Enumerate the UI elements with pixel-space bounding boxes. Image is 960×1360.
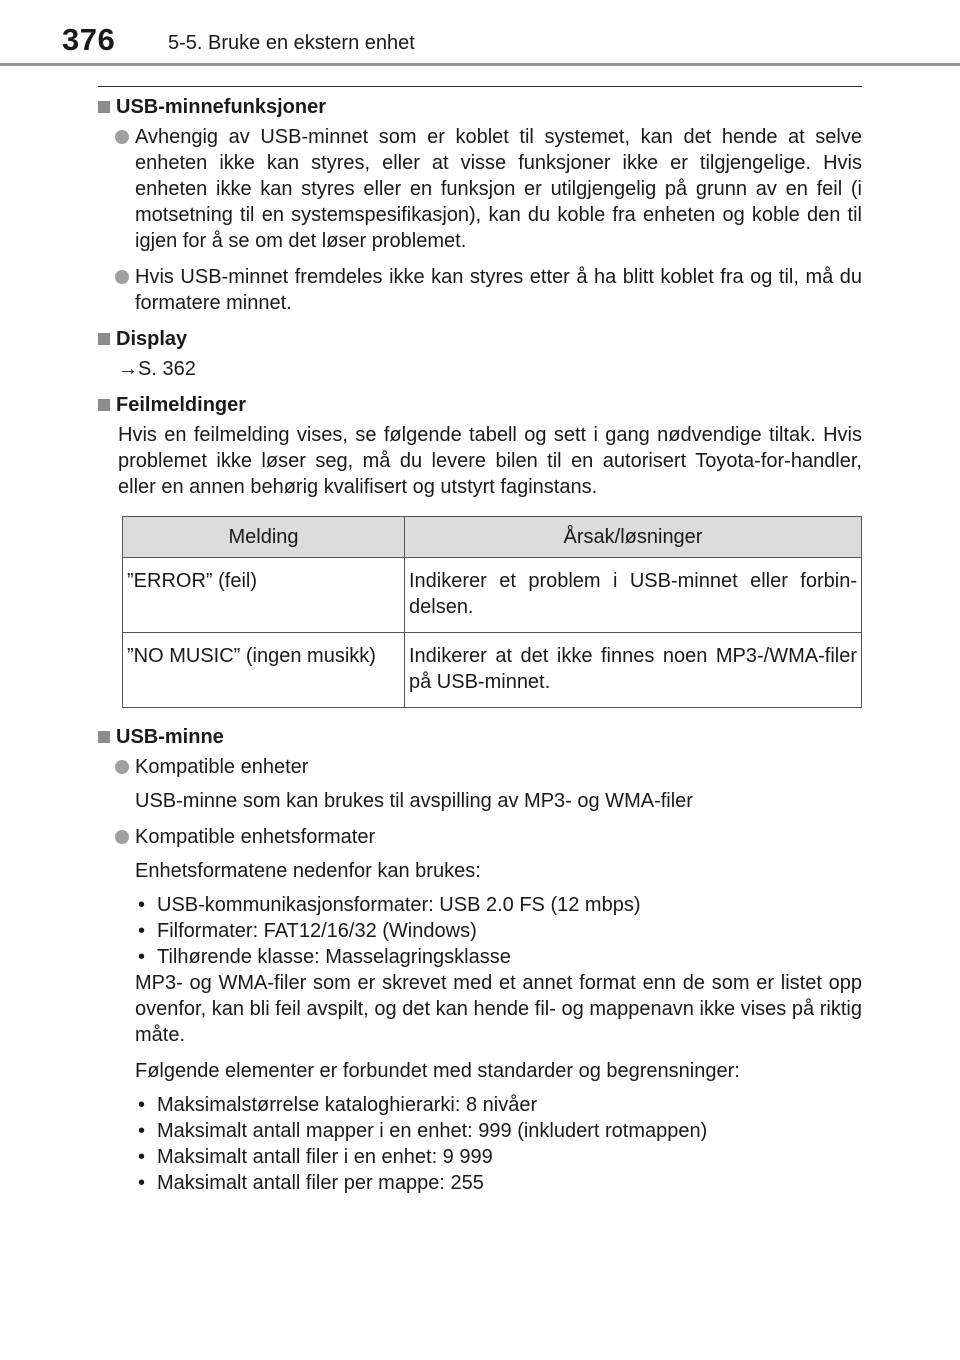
page-number: 376 [62, 22, 116, 57]
heading-usb-functions: USB-minnefunksjoner [98, 94, 862, 120]
heading-display: Display [98, 326, 862, 352]
compatible-devices-text: USB-minne som kan brukes til avspilling av MP3- og WMA-filer [135, 790, 693, 812]
table-cell: Indikerer at det ikke finnes noen MP3-/WMA-filer på USB-minnet. [405, 633, 862, 708]
bullet-paragraph: Hvis USB-minnet fremdeles ikke kan styres etter å ha blitt koblet fra og til, må du formatere minnet. [98, 264, 862, 316]
table-cell: ”ERROR” (feil) [123, 558, 405, 633]
heading-usb-memory: USB-minne [98, 724, 862, 750]
table-cell: Indikerer et problem i USB-minnet eller forbin-delsen. [405, 558, 862, 633]
table-cell: ”NO MUSIC” (ingen musikk) [123, 633, 405, 708]
limits-intro-text: Følgende elementer er forbundet med standarder og begrensninger: [135, 1060, 740, 1082]
list-item: • Maksimalt antall mapper i en enhet: 999 (inkludert rotmappen) [135, 1118, 862, 1144]
list-item: • Maksimalstørrelse kataloghierarki: 8 nivåer [135, 1092, 862, 1118]
circle-bullet-icon [115, 830, 129, 844]
content-top-rule [98, 86, 862, 87]
page-content [98, 94, 862, 1196]
table-header-cell: Årsak/løsninger [405, 517, 862, 558]
square-bullet-icon [98, 333, 110, 345]
list-item: • Maksimalt antall filer per mappe: 255 [135, 1170, 862, 1196]
limits-list [98, 1092, 862, 1196]
list-item: • Maksimalt antall filer i en enhet: 9 999 [135, 1144, 862, 1170]
circle-bullet-icon [115, 130, 129, 144]
list-item: • Tilhørende klasse: Masselagringsklasse [135, 944, 862, 970]
square-bullet-icon [98, 731, 110, 743]
square-bullet-icon [98, 101, 110, 113]
table-header-cell: Melding [123, 517, 405, 558]
table-row [123, 558, 862, 633]
page-reference-link[interactable]: →S. 362 [118, 358, 196, 380]
heading-error-messages: Feilmeldinger [98, 392, 862, 418]
section-title: 5-5. Bruke en ekstern enhet [168, 32, 415, 54]
formats-intro-text: Enhetsformatene nedenfor kan brukes: [135, 860, 481, 882]
page-header [0, 0, 960, 66]
formats-note-text: MP3- og WMA-filer som er skrevet med et annet format enn de som er listet opp ovenfor, kan bli feil avspilt, og det kan hende fil- og mappenavn ikke vises på riktig måte. [135, 972, 862, 1046]
bullet-paragraph: Kompatible enhetsformater [98, 824, 862, 850]
list-item: • USB-kommunikasjonsformater: USB 2.0 FS (12 mbps) [135, 892, 862, 918]
bullet-paragraph: Kompatible enheter [98, 754, 862, 780]
circle-bullet-icon [115, 270, 129, 284]
error-intro-text: Hvis en feilmelding vises, se følgende tabell og sett i gang nødvendige tiltak. Hvis problemet ikke løser seg, må du levere bilen til en autorisert Toyota-for-handler, eller en annen behørig kvalifisert og utstyrt faginstans. [118, 424, 862, 498]
table-header-row [123, 517, 862, 558]
table-row [123, 633, 862, 708]
circle-bullet-icon [115, 760, 129, 774]
list-item: • Filformater: FAT12/16/32 (Windows) [135, 918, 862, 944]
header-divider [0, 63, 960, 66]
square-bullet-icon [98, 399, 110, 411]
error-table [122, 516, 862, 708]
bullet-paragraph: Avhengig av USB-minnet som er koblet til systemet, kan det hende at selve enheten ikke kan styres, eller at visse funksjoner ikke er tilgjengelige. Hvis enheten ikke kan styres eller en funksjon er utilgjengelig på grunn av en feil (i motsetning til en systemspesifikasjon), kan du koble fra enheten og koble den til igjen for å se om det løser problemet. [98, 124, 862, 254]
formats-list [98, 892, 862, 970]
